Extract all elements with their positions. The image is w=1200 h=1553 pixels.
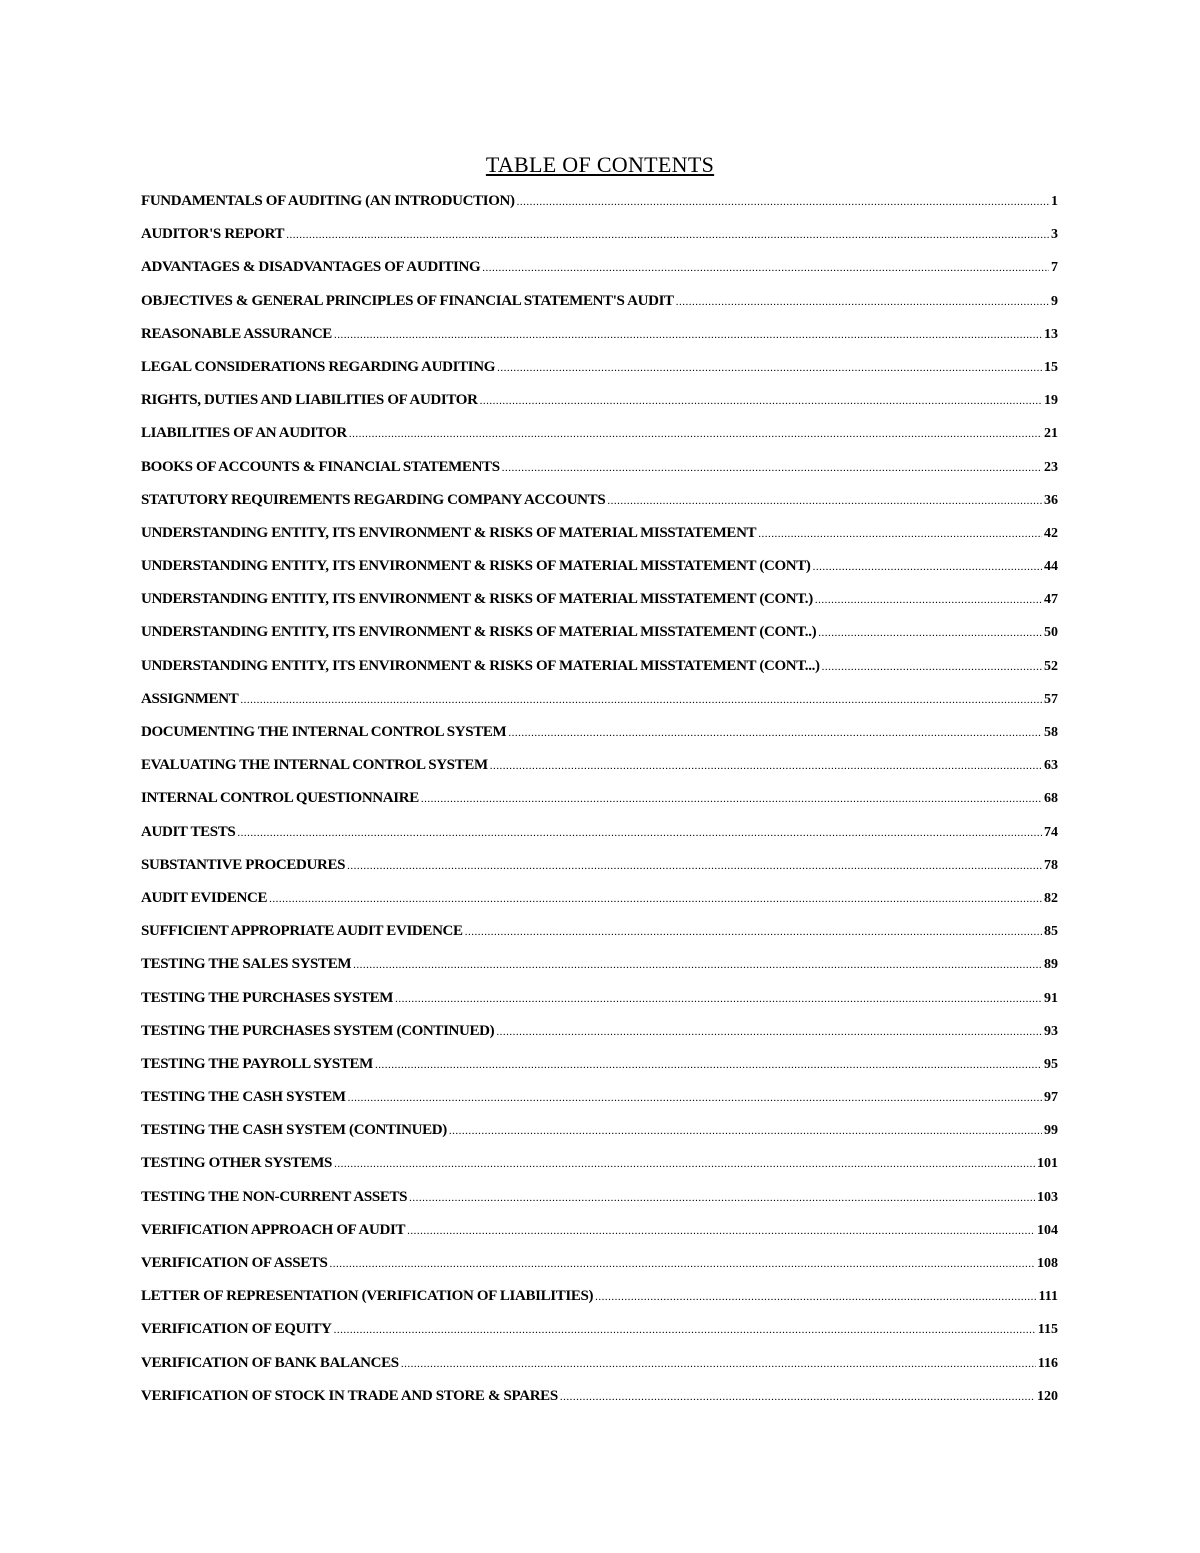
toc-entry-page-number: 57	[1044, 691, 1058, 707]
toc-entry[interactable]	[141, 220, 1058, 253]
toc-entry-page-number: 108	[1037, 1256, 1058, 1271]
toc-entry[interactable]	[141, 1149, 1058, 1182]
dot-leader	[395, 984, 1042, 1013]
toc-entry[interactable]	[141, 950, 1058, 983]
toc-entry-title: ADVANTAGES & DISADVANTAGES OF AUDITING	[141, 259, 481, 276]
dot-leader	[347, 851, 1042, 880]
toc-entry[interactable]	[141, 851, 1058, 884]
toc-entry-title: LETTER OF REPRESENTATION (VERIFICATION OF LIABILITIES)	[141, 1288, 594, 1305]
toc-entry-page-number: 7	[1051, 260, 1058, 276]
toc-entry-title: TESTING THE CASH SYSTEM	[141, 1089, 346, 1106]
toc-entry-page-number: 95	[1044, 1056, 1058, 1072]
dot-leader	[497, 353, 1042, 382]
dot-leader	[813, 552, 1042, 581]
toc-entry-title: TESTING THE PAYROLL SYSTEM	[141, 1055, 373, 1072]
toc-entry-title: FUNDAMENTALS OF AUDITING (AN INTRODUCTION)	[141, 193, 515, 209]
dot-leader	[334, 1315, 1036, 1344]
dot-leader	[822, 652, 1042, 681]
toc-entry[interactable]	[141, 685, 1058, 718]
toc-entry-title: VERIFICATION OF STOCK IN TRADE AND STORE & SPARES	[141, 1387, 558, 1404]
dot-leader	[240, 685, 1042, 714]
toc-entry-page-number: 85	[1044, 924, 1058, 940]
toc-entry-page-number: 42	[1044, 525, 1058, 541]
toc-entry[interactable]	[141, 287, 1058, 320]
toc-entry[interactable]	[141, 1183, 1058, 1216]
toc-entry-page-number: 89	[1044, 957, 1058, 973]
dot-leader	[496, 1017, 1042, 1046]
toc-entry[interactable]	[141, 618, 1058, 651]
toc-entry-page-number: 74	[1044, 824, 1058, 840]
dot-leader	[517, 187, 1049, 216]
toc-entry-page-number: 21	[1044, 426, 1058, 442]
dot-leader	[286, 220, 1049, 249]
toc-entry-title: ASSIGNMENT	[141, 690, 239, 707]
dot-leader	[758, 519, 1042, 548]
toc-entry-page-number: 52	[1044, 658, 1058, 674]
toc-entry[interactable]	[141, 253, 1058, 286]
toc-entry-title: TESTING THE PURCHASES SYSTEM (CONTINUED)	[141, 1022, 495, 1039]
dot-leader	[676, 287, 1049, 316]
toc-entry[interactable]	[141, 818, 1058, 851]
toc-entry-page-number: 103	[1037, 1189, 1058, 1205]
toc-entry[interactable]	[141, 652, 1058, 685]
toc-entry-page-number: 19	[1044, 393, 1058, 409]
toc-entry-page-number: 1	[1051, 194, 1058, 209]
toc-entry-page-number: 93	[1044, 1023, 1058, 1039]
dot-leader	[348, 1083, 1042, 1112]
toc-entry-title: OBJECTIVES & GENERAL PRINCIPLES OF FINANCIAL STATEMENT'S AUDIT	[141, 292, 674, 309]
toc-entry-page-number: 101	[1037, 1156, 1058, 1172]
dot-leader	[815, 585, 1042, 614]
toc-entry-page-number: 120	[1037, 1388, 1058, 1404]
toc-entry-page-number: 111	[1038, 1289, 1058, 1305]
toc-entry[interactable]	[141, 884, 1058, 917]
dot-leader	[334, 320, 1042, 349]
toc-list	[141, 187, 1058, 1415]
toc-entry[interactable]	[141, 984, 1058, 1017]
dot-leader	[409, 1183, 1035, 1212]
toc-entry-title: REASONABLE ASSURANCE	[141, 325, 332, 342]
dot-leader	[502, 453, 1042, 482]
toc-entry[interactable]	[141, 1249, 1058, 1282]
dot-leader	[349, 419, 1042, 448]
dot-leader	[237, 818, 1042, 847]
dot-leader	[401, 1349, 1036, 1378]
toc-entry-title: INTERNAL CONTROL QUESTIONNAIRE	[141, 790, 419, 807]
toc-heading: TABLE OF CONTENTS	[485, 152, 715, 177]
toc-entry[interactable]	[141, 1050, 1058, 1083]
toc-entry-title: UNDERSTANDING ENTITY, ITS ENVIRONMENT & RISKS OF MATERIAL MISSTATEMENT (CONT)	[141, 558, 811, 575]
toc-entry[interactable]	[141, 353, 1058, 386]
toc-entry[interactable]	[141, 320, 1058, 353]
toc-entry[interactable]	[141, 187, 1058, 220]
dot-leader	[334, 1149, 1035, 1178]
toc-entry-page-number: 116	[1037, 1355, 1058, 1371]
toc-entry-title: VERIFICATION OF ASSETS	[141, 1255, 328, 1271]
toc-entry-title: AUDITOR'S REPORT	[141, 226, 285, 243]
dot-leader	[449, 1116, 1042, 1145]
toc-entry-title: STATUTORY REQUIREMENTS REGARDING COMPANY ACCOUNTS	[141, 491, 606, 508]
toc-entry[interactable]	[141, 1083, 1058, 1116]
toc-entry-title: SUFFICIENT APPROPRIATE AUDIT EVIDENCE	[141, 923, 463, 940]
toc-entry[interactable]	[141, 751, 1058, 784]
toc-entry[interactable]	[141, 486, 1058, 519]
dot-leader	[818, 618, 1042, 647]
toc-entry-page-number: 115	[1037, 1322, 1058, 1338]
dot-leader	[375, 1050, 1042, 1079]
toc-entry[interactable]	[141, 419, 1058, 452]
toc-entry-page-number: 63	[1044, 758, 1058, 774]
toc-entry-page-number: 99	[1044, 1123, 1058, 1139]
toc-entry-title: EVALUATING THE INTERNAL CONTROL SYSTEM	[141, 757, 488, 774]
toc-entry-title: TESTING OTHER SYSTEMS	[141, 1155, 333, 1172]
toc-entry-title: UNDERSTANDING ENTITY, ITS ENVIRONMENT & RISKS OF MATERIAL MISSTATEMENT	[141, 524, 757, 541]
dot-leader	[595, 1282, 1036, 1311]
toc-entry-page-number: 36	[1044, 492, 1058, 508]
toc-entry[interactable]	[141, 453, 1058, 486]
dot-leader	[353, 950, 1042, 979]
toc-entry-title: VERIFICATION OF BANK BALANCES	[141, 1354, 399, 1371]
toc-entry-page-number: 58	[1044, 725, 1058, 740]
toc-entry-page-number: 44	[1044, 559, 1058, 575]
toc-entry[interactable]	[141, 1116, 1058, 1149]
toc-entry-title: BOOKS OF ACCOUNTS & FINANCIAL STATEMENTS	[141, 458, 500, 475]
toc-entry-title: VERIFICATION OF EQUITY	[141, 1321, 332, 1338]
toc-entry-page-number: 15	[1044, 359, 1058, 375]
toc-entry[interactable]	[141, 552, 1058, 585]
toc-entry-title: TESTING THE CASH SYSTEM (CONTINUED)	[141, 1122, 447, 1139]
toc-entry-title: TESTING THE NON-CURRENT ASSETS	[141, 1188, 408, 1205]
toc-entry-title: TESTING THE SALES SYSTEM	[141, 956, 352, 973]
dot-leader	[508, 718, 1042, 747]
toc-entry[interactable]	[141, 1349, 1058, 1382]
toc-entry[interactable]	[141, 917, 1058, 950]
dot-leader	[269, 884, 1042, 913]
toc-entry-title: UNDERSTANDING ENTITY, ITS ENVIRONMENT & RISKS OF MATERIAL MISSTATEMENT (CONT.)	[141, 591, 813, 608]
toc-entry-title: AUDIT EVIDENCE	[141, 889, 268, 906]
toc-entry[interactable]	[141, 519, 1058, 552]
dot-leader	[330, 1249, 1035, 1278]
dot-leader	[465, 917, 1042, 946]
toc-entry-title: RIGHTS, DUTIES AND LIABILITIES OF AUDITOR	[141, 392, 478, 409]
toc-entry[interactable]	[141, 1382, 1058, 1415]
toc-entry-page-number: 3	[1051, 227, 1058, 243]
dot-leader	[421, 784, 1042, 813]
toc-entry-page-number: 50	[1044, 625, 1058, 641]
toc-entry[interactable]	[141, 718, 1058, 751]
toc-entry-page-number: 47	[1044, 592, 1058, 608]
toc-entry-page-number: 78	[1044, 857, 1058, 873]
toc-entry[interactable]	[141, 1282, 1058, 1315]
toc-entry-page-number: 82	[1044, 890, 1058, 906]
toc-entry[interactable]	[141, 585, 1058, 618]
dot-leader	[560, 1382, 1035, 1411]
toc-entry[interactable]	[141, 1315, 1058, 1348]
toc-entry-title: LEGAL CONSIDERATIONS REGARDING AUDITING	[141, 358, 496, 375]
toc-entry-page-number: 23	[1044, 459, 1058, 475]
toc-entry-title: SUBSTANTIVE PROCEDURES	[141, 856, 346, 873]
dot-leader	[490, 751, 1042, 780]
toc-entry-page-number: 104	[1037, 1222, 1058, 1238]
dot-leader	[607, 486, 1042, 515]
toc-entry-title: DOCUMENTING THE INTERNAL CONTROL SYSTEM	[141, 724, 507, 740]
dot-leader	[407, 1216, 1035, 1245]
toc-entry-page-number: 9	[1051, 293, 1058, 309]
toc-entry[interactable]	[141, 1216, 1058, 1249]
toc-entry[interactable]	[141, 1017, 1058, 1050]
toc-entry-title: AUDIT TESTS	[141, 823, 236, 840]
toc-entry[interactable]	[141, 386, 1058, 419]
toc-entry-title: UNDERSTANDING ENTITY, ITS ENVIRONMENT & RISKS OF MATERIAL MISSTATEMENT (CONT...)	[141, 657, 820, 674]
toc-entry-title: VERIFICATION APPROACH OF AUDIT	[141, 1221, 406, 1238]
toc-entry-page-number: 13	[1044, 326, 1058, 342]
toc-entry-title: UNDERSTANDING ENTITY, ITS ENVIRONMENT & RISKS OF MATERIAL MISSTATEMENT (CONT..)	[141, 624, 817, 641]
toc-entry[interactable]	[141, 784, 1058, 817]
toc-entry-page-number: 68	[1044, 791, 1058, 807]
dot-leader	[480, 386, 1042, 415]
toc-entry-title: TESTING THE PURCHASES SYSTEM	[141, 989, 394, 1006]
toc-entry-page-number: 91	[1044, 990, 1058, 1006]
toc-entry-page-number: 97	[1044, 1090, 1058, 1106]
toc-entry-title: LIABILITIES OF AN AUDITOR	[141, 425, 347, 442]
dot-leader	[482, 253, 1049, 282]
